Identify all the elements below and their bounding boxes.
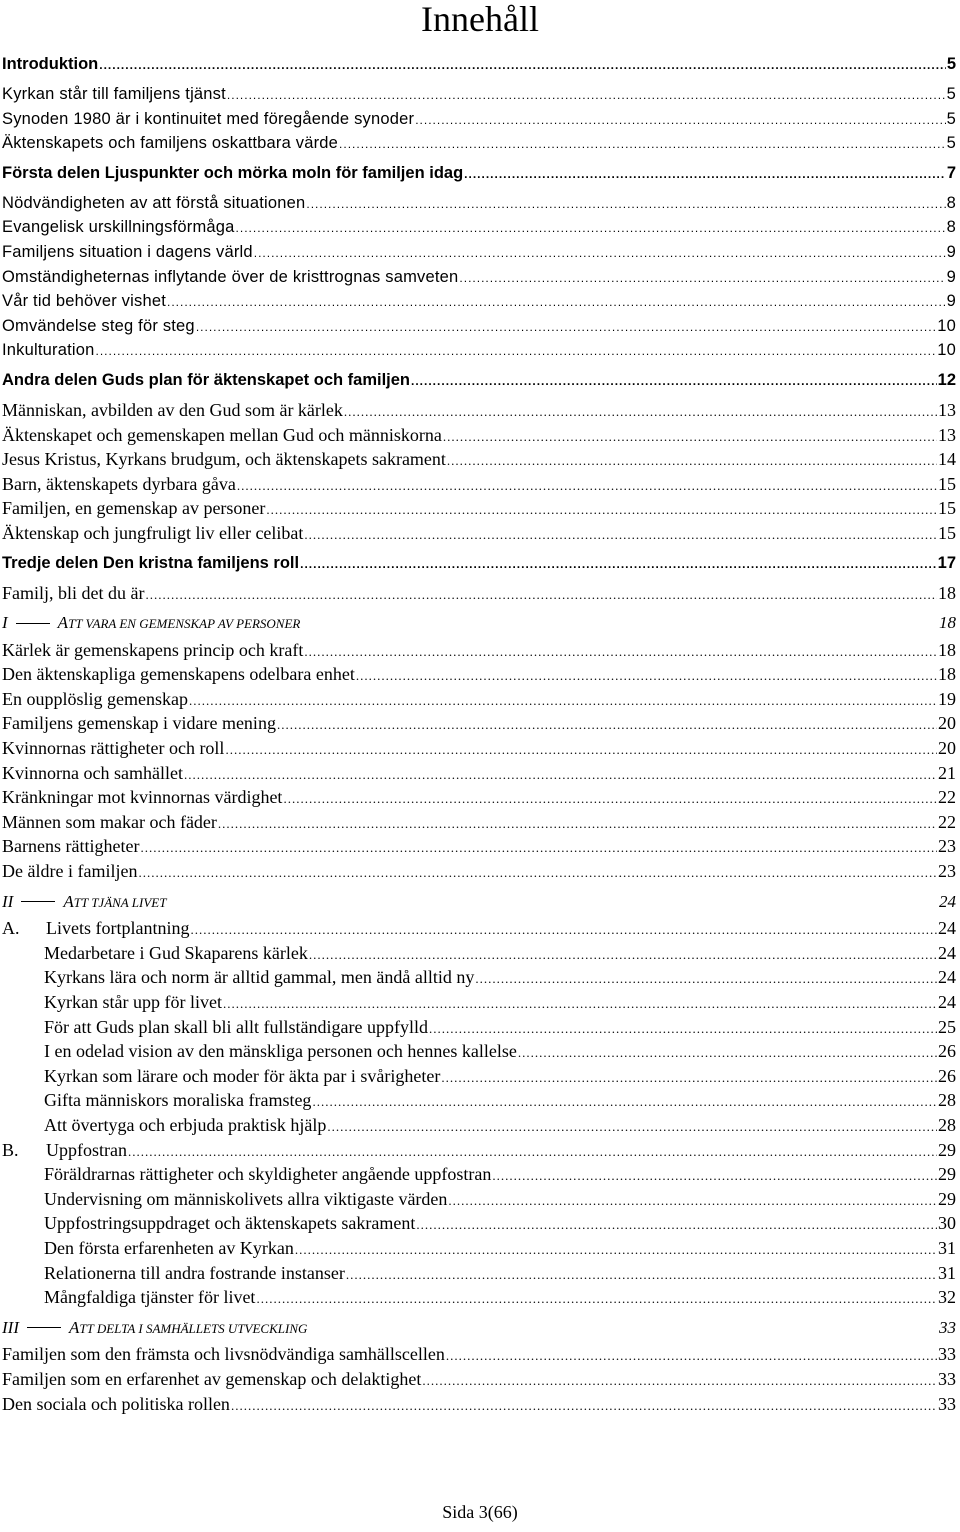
toc-entry-text: Kyrkans lära och norm är alltid gammal, men ändå alltid ny	[44, 967, 475, 988]
toc-page-number: 18	[939, 613, 956, 633]
toc-page-number: 29	[938, 1164, 956, 1185]
toc-page-number: 33	[938, 1344, 956, 1365]
toc-entry-text: Människan, avbilden av den Gud som är kärlek	[2, 399, 343, 420]
toc-page-number: 25	[938, 1016, 956, 1037]
toc-entry-label	[2, 82, 226, 107]
toc-entry-text: Familjen, en gemenskap av personer	[2, 498, 266, 519]
toc-entry-text: Att övertyga och erbjuda praktisk hjälp	[44, 1114, 327, 1135]
toc-entry-text: Evangelisk urskillningsförmåga	[2, 218, 235, 237]
section-title-initial: A	[68, 1317, 80, 1337]
toc-entry[interactable]	[2, 398, 956, 423]
toc-entry[interactable]	[2, 1138, 956, 1163]
toc-entry-text: Introduktion	[2, 55, 99, 73]
toc-page-number: 20	[938, 713, 956, 734]
toc-entry-label	[2, 423, 442, 448]
toc-entry-label	[2, 1316, 939, 1342]
toc-entry-label	[2, 736, 224, 761]
toc-entry-text: Kränkningar mot kvinnornas värdighet	[2, 787, 283, 808]
toc-page-number: 10	[937, 341, 956, 360]
dot-leader	[327, 1115, 937, 1140]
toc-entry-label	[2, 338, 95, 363]
dot-leader	[312, 1090, 937, 1115]
toc-section-heading[interactable]	[2, 890, 956, 915]
page-title: Innehåll	[421, 0, 539, 39]
toc-entry-label	[2, 1113, 326, 1138]
toc-entry-label	[2, 107, 414, 132]
toc-entry[interactable]	[2, 51, 956, 78]
toc-entry[interactable]	[2, 916, 956, 941]
toc-entry-text: Livets fortplantning	[46, 918, 190, 939]
toc-entry-text: Kvinnorna och samhället	[2, 762, 183, 783]
section-title-initial: A	[57, 613, 69, 633]
section-numeral: I	[2, 613, 8, 633]
dot-leader	[300, 551, 937, 578]
dot-leader	[443, 425, 937, 450]
toc-section-heading[interactable]	[2, 1316, 956, 1341]
toc-entry[interactable]	[2, 1088, 956, 1113]
toc-entry-text: Männen som makar och fäder	[2, 811, 217, 832]
toc-entry[interactable]	[2, 785, 956, 810]
toc-entry-label	[2, 990, 222, 1015]
toc-entry-label	[2, 240, 253, 265]
toc-entry-text: Den första erfarenheten av Kyrkan	[44, 1237, 294, 1258]
section-numeral: III	[2, 1317, 19, 1337]
section-title-rest: TT TJÄNA LIVET	[73, 894, 167, 910]
toc-entry[interactable]	[2, 447, 956, 472]
toc-entry-text: Familj, bli det du är	[2, 582, 145, 603]
section-title-initial: A	[63, 891, 74, 911]
dot-leader	[266, 498, 937, 523]
toc-entry-label	[2, 496, 265, 521]
toc-entry-text: Tredje delen Den kristna familjens roll	[2, 553, 300, 572]
toc-entry[interactable]	[2, 761, 956, 786]
toc-entry[interactable]	[2, 107, 956, 132]
toc-page-number: 17	[937, 553, 956, 572]
toc-entry-text: En oupplöslig gemenskap	[2, 688, 188, 709]
toc-entry-label	[2, 1064, 440, 1089]
toc-page-number: 26	[938, 1065, 956, 1086]
toc-entry[interactable]	[2, 736, 956, 761]
toc-entry-label	[2, 314, 195, 339]
toc-entry[interactable]	[2, 662, 956, 687]
toc-page-number: 24	[938, 918, 956, 939]
page-number-footer: Sida 3(66)	[442, 1502, 518, 1522]
toc-entry[interactable]	[2, 215, 956, 240]
toc-entry[interactable]	[2, 472, 956, 497]
toc-entry[interactable]	[2, 1236, 956, 1261]
toc-entry[interactable]	[2, 521, 956, 546]
toc-entry[interactable]	[2, 265, 956, 290]
dot-leader	[227, 83, 946, 108]
toc-entry-label	[2, 890, 939, 916]
toc-entry[interactable]	[2, 941, 956, 966]
toc-entry-label	[2, 810, 217, 835]
dot-leader	[441, 1066, 937, 1091]
toc-page-number: 31	[938, 1237, 956, 1258]
toc-entry-label	[2, 131, 338, 156]
toc-entry-label	[2, 191, 305, 216]
toc-page-number: 24	[939, 891, 956, 911]
toc-page-number: 10	[937, 316, 956, 335]
toc-page-number: 20	[938, 738, 956, 759]
toc-entry[interactable]	[2, 131, 956, 156]
toc-entry-text: Familjens situation i dagens värld	[2, 242, 253, 261]
dot-leader	[415, 108, 945, 133]
toc-entry-label	[2, 1187, 447, 1212]
table-of-contents	[2, 51, 956, 1416]
toc-entry-label	[2, 1342, 445, 1367]
toc-entry[interactable]	[2, 711, 956, 736]
dot-leader	[309, 943, 937, 968]
dot-leader	[196, 315, 936, 340]
dot-leader	[145, 583, 937, 608]
toc-entry-text: Den äktenskapliga gemenskapens odelbara enhet	[2, 664, 355, 685]
toc-entry-text: Kyrkan står till familjens tjänst	[2, 85, 226, 103]
toc-entry[interactable]	[2, 289, 956, 314]
toc-entry[interactable]	[2, 1342, 956, 1367]
toc-entry-label	[2, 51, 98, 78]
toc-page-number: 33	[938, 1368, 956, 1389]
toc-entry-label	[2, 761, 183, 786]
dash-divider	[16, 623, 50, 624]
dot-leader	[225, 738, 937, 763]
toc-entry-label	[2, 687, 188, 712]
toc-page-number: 22	[938, 787, 956, 808]
toc-entry-text: Undervisning om människolivets allra viktigaste värden	[44, 1188, 448, 1209]
toc-entry-label	[2, 965, 474, 990]
toc-entry-text: Kvinnornas rättigheter och roll	[2, 738, 225, 759]
dot-leader	[236, 216, 946, 241]
toc-entry[interactable]	[2, 338, 956, 363]
toc-page-number: 15	[938, 473, 956, 494]
dot-leader	[416, 1213, 937, 1238]
toc-page-number: 29	[938, 1139, 956, 1160]
toc-entry-label	[2, 398, 343, 423]
toc-page-number: 5	[946, 85, 956, 103]
toc-page-number: 24	[938, 992, 956, 1012]
toc-page-number: 23	[938, 861, 956, 882]
toc-page-number: 14	[938, 449, 956, 470]
toc-entry-text: Nödvändigheten av att förstå situationen	[2, 193, 306, 212]
toc-page-number: 33	[939, 1317, 956, 1337]
toc-page-number: 31	[938, 1262, 956, 1283]
toc-entry[interactable]	[2, 240, 956, 265]
section-title-rest: TT DELTA I SAMHÄLLETS UTVECKLING	[79, 1320, 308, 1336]
toc-entry[interactable]	[2, 1392, 956, 1417]
toc-entry-label	[2, 265, 458, 290]
toc-page-number: 5	[946, 134, 956, 153]
toc-entry-label	[2, 1162, 491, 1187]
dot-leader	[411, 368, 937, 395]
dot-leader	[189, 689, 937, 714]
dot-leader	[140, 836, 937, 861]
dot-leader	[459, 266, 945, 291]
toc-entry-text: Föräldrarnas rättigheter och skyldigheter angående uppfostran	[44, 1164, 492, 1185]
dot-leader	[223, 992, 937, 1017]
dot-leader	[184, 763, 937, 788]
dot-leader	[304, 640, 937, 665]
dot-leader	[231, 1394, 937, 1419]
toc-entry-text: Vår tid behöver vishet	[2, 292, 166, 311]
toc-page-number: 5	[946, 55, 956, 73]
toc-section-heading[interactable]	[2, 611, 956, 636]
toc-entry-text: Omvändelse steg för steg	[2, 316, 195, 335]
toc-entry-label	[2, 1138, 127, 1163]
list-letter: A.	[2, 918, 20, 939]
dot-leader	[446, 1344, 937, 1369]
toc-entry[interactable]	[2, 496, 956, 521]
toc-page-number: 13	[938, 424, 956, 445]
toc-entry[interactable]	[2, 82, 956, 107]
toc-entry-label	[2, 550, 299, 577]
toc-entry[interactable]	[2, 687, 956, 712]
dot-leader	[518, 1041, 937, 1066]
toc-entry-label	[2, 1285, 255, 1310]
toc-entry-text: Inkulturation	[2, 341, 95, 360]
toc-entry-label	[2, 662, 355, 687]
toc-entry-label	[2, 215, 235, 240]
toc-entry-label	[2, 447, 446, 472]
toc-page-number: 9	[946, 242, 956, 261]
toc-entry-label	[2, 1261, 345, 1286]
toc-entry-text: Kyrkan som lärare och moder för äkta par i svårigheter	[44, 1065, 441, 1086]
toc-entry-text: Medarbetare i Gud Skaparens kärlek	[44, 942, 308, 963]
toc-entry-label	[2, 1367, 421, 1392]
toc-page-number: 24	[938, 942, 956, 963]
toc-page-number: 8	[946, 218, 956, 237]
toc-page-number: 18	[938, 639, 956, 660]
toc-entry-label	[2, 785, 282, 810]
dot-leader	[447, 449, 937, 474]
toc-entry-text: Andra delen Guds plan för äktenskapet och familjen	[2, 370, 411, 389]
toc-entry-text: Omständigheternas inflytande över de kristtrognas samveten	[2, 267, 459, 286]
toc-entry-label	[2, 1088, 311, 1113]
toc-entry[interactable]	[2, 1162, 956, 1187]
toc-entry[interactable]	[2, 965, 956, 990]
dot-leader	[304, 523, 937, 548]
toc-page-number: 12	[937, 370, 956, 389]
toc-entry-text: De äldre i familjen	[2, 861, 138, 882]
toc-entry[interactable]	[2, 1113, 956, 1138]
toc-entry-text: Första delen Ljuspunkter och mörka moln för familjen idag	[2, 163, 464, 182]
toc-entry[interactable]	[2, 314, 956, 339]
toc-page-number: 15	[938, 522, 956, 543]
toc-page-number: 22	[938, 811, 956, 832]
toc-entry-text: I en odelad vision av den mänskliga personen och hennes kallelse	[44, 1041, 517, 1062]
dash-divider	[21, 901, 55, 902]
dot-leader	[492, 1164, 937, 1189]
dot-leader	[295, 1238, 937, 1263]
toc-entry-text: Synoden 1980 är i kontinuitet med föregående synoder	[2, 109, 415, 128]
toc-entry[interactable]	[2, 834, 956, 859]
toc-entry-label	[2, 1015, 428, 1040]
toc-entry-label	[2, 1392, 230, 1417]
toc-page-number: 9	[946, 267, 956, 286]
toc-entry-text: Uppfostringsuppdraget och äktenskapets sakrament	[44, 1213, 416, 1234]
toc-entry[interactable]	[2, 810, 956, 835]
toc-page-number: 32	[938, 1287, 956, 1308]
dot-leader	[167, 290, 946, 315]
dash-divider	[27, 1327, 61, 1328]
toc-page-number: 28	[938, 1090, 956, 1111]
toc-entry[interactable]	[2, 367, 956, 394]
toc-page-number: 18	[938, 664, 956, 685]
toc-page-number: 28	[938, 1114, 956, 1135]
dot-leader	[429, 1017, 937, 1042]
toc-entry[interactable]	[2, 1187, 956, 1212]
toc-page-number: 26	[938, 1041, 956, 1062]
dot-leader	[475, 967, 937, 992]
toc-entry-text: Familjen som en erfarenhet av gemenskap och delaktighet	[2, 1368, 422, 1389]
dot-leader	[218, 812, 937, 837]
toc-page-number: 33	[938, 1393, 956, 1414]
toc-entry[interactable]	[2, 1015, 956, 1040]
dot-leader	[448, 1189, 937, 1214]
toc-entry-text: Uppfostran	[46, 1139, 127, 1160]
toc-entry-text: Jesus Kristus, Kyrkans brudgum, och äktenskapets sakrament	[2, 449, 446, 470]
toc-page-number: 19	[938, 688, 956, 709]
toc-page-number: 8	[946, 193, 956, 212]
toc-entry-label	[2, 160, 463, 187]
toc-entry[interactable]	[2, 423, 956, 448]
toc-entry-text: Barnens rättigheter	[2, 836, 140, 857]
toc-entry[interactable]	[2, 1039, 956, 1064]
dot-leader	[254, 241, 946, 266]
toc-entry-label	[2, 859, 137, 884]
toc-entry[interactable]	[2, 160, 956, 187]
toc-entry[interactable]	[2, 1211, 956, 1236]
toc-entry[interactable]	[2, 1261, 956, 1286]
dot-leader	[256, 1287, 937, 1312]
toc-entry-text: För att Guds plan skall bli allt fullständigare uppfylld	[44, 1016, 428, 1037]
toc-page-number: 5	[946, 109, 956, 128]
toc-entry-label	[2, 1236, 294, 1261]
dot-leader	[96, 339, 937, 364]
toc-entry-text: Mångfaldiga tjänster för livet	[44, 1287, 256, 1308]
dot-leader	[306, 192, 945, 217]
toc-entry[interactable]	[2, 550, 956, 577]
toc-entry-text: Äktenskap och jungfruligt liv eller celibat	[2, 522, 304, 543]
dot-leader	[283, 787, 937, 812]
toc-entry-label	[2, 521, 303, 546]
toc-entry[interactable]	[2, 990, 956, 1015]
toc-entry-text: Relationerna till andra fostrande instanser	[44, 1262, 345, 1283]
toc-page-number: 7	[946, 163, 956, 182]
toc-page-number: 29	[938, 1188, 956, 1209]
toc-entry[interactable]	[2, 859, 956, 884]
toc-page-number: 9	[946, 292, 956, 311]
toc-entry-label	[2, 1039, 517, 1064]
toc-entry[interactable]	[2, 191, 956, 216]
toc-entry-label	[2, 638, 303, 663]
toc-entry[interactable]	[2, 1064, 956, 1089]
dot-leader	[339, 132, 946, 157]
toc-entry-label	[2, 834, 139, 859]
dot-leader	[128, 1140, 937, 1165]
toc-page-number: 21	[938, 762, 956, 783]
toc-entry-label	[2, 1211, 415, 1236]
toc-entry-label	[2, 611, 939, 637]
dot-leader	[346, 1263, 937, 1288]
toc-entry-label	[2, 916, 189, 941]
toc-entry[interactable]	[2, 1367, 956, 1392]
toc-page-number: 24	[938, 967, 956, 988]
dot-leader	[237, 474, 937, 499]
toc-entry-label	[2, 941, 308, 966]
toc-page-number: 13	[938, 399, 956, 420]
list-letter: B.	[2, 1139, 19, 1160]
dot-leader	[138, 861, 937, 886]
toc-entry-text: Kärlek är gemenskapens princip och kraft	[2, 639, 304, 660]
toc-entry[interactable]	[2, 1285, 956, 1310]
dot-leader	[277, 713, 937, 738]
toc-entry-text: Familjen som den främsta och livsnödvändiga samhällscellen	[2, 1344, 445, 1365]
toc-page-number: 18	[938, 582, 956, 603]
toc-entry[interactable]	[2, 638, 956, 663]
section-numeral: II	[2, 891, 14, 911]
toc-page-number: 30	[938, 1213, 956, 1234]
toc-entry-text: Den sociala och politiska rollen	[2, 1393, 230, 1414]
toc-entry-label	[2, 289, 166, 314]
toc-entry-text: Gifta människors moraliska framsteg	[44, 1090, 312, 1111]
dot-leader	[464, 161, 946, 188]
toc-entry[interactable]	[2, 581, 956, 606]
section-title-rest: TT VARA EN GEMENSKAP AV PERSONER	[68, 616, 301, 632]
toc-entry-text: Familjens gemenskap i vidare mening	[2, 713, 276, 734]
toc-page-number: 15	[938, 498, 956, 519]
dot-leader	[356, 664, 937, 689]
dot-leader	[99, 52, 946, 79]
toc-entry-label	[2, 472, 236, 497]
toc-entry-text: Barn, äktenskapets dyrbara gåva	[2, 473, 236, 494]
dot-leader	[190, 918, 937, 943]
toc-entry-text: Äktenskapets och familjens oskattbara värde	[2, 134, 339, 153]
toc-entry-label	[2, 367, 410, 394]
toc-entry-text: Kyrkan står upp för livet	[44, 992, 222, 1012]
dot-leader	[422, 1369, 937, 1394]
toc-entry-label	[2, 711, 276, 736]
toc-page-number: 23	[938, 836, 956, 857]
toc-entry-label	[2, 581, 144, 606]
toc-entry-text: Äktenskapet och gemenskapen mellan Gud och människorna	[2, 424, 442, 445]
dot-leader	[344, 400, 937, 425]
